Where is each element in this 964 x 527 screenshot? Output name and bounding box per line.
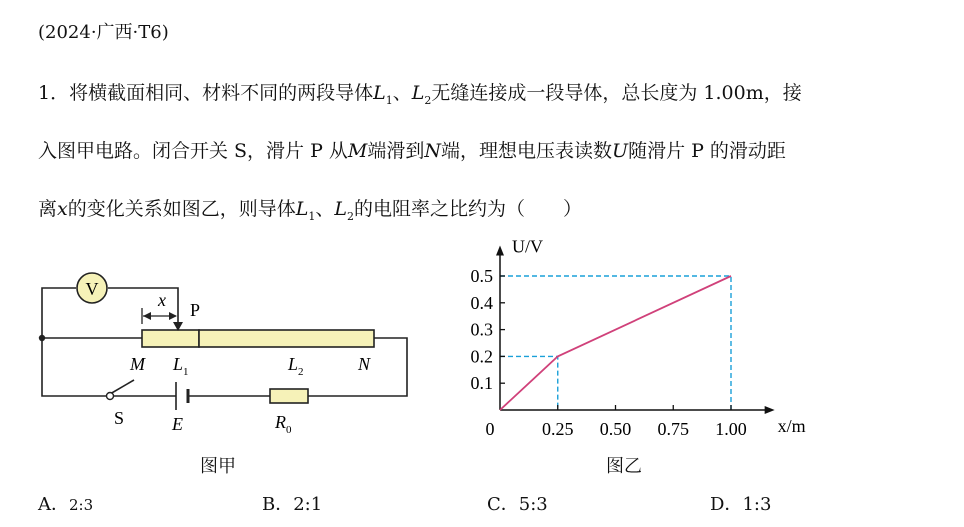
option-c[interactable] [487, 490, 548, 516]
slider-p-label: P [190, 300, 201, 320]
switch-contact [107, 393, 114, 400]
l1-label-letter: L [173, 354, 184, 374]
y-tick-label: 0.1 [470, 373, 493, 394]
switch-s-label: S [114, 408, 125, 428]
y-tick-label: 0.2 [470, 346, 493, 367]
end-n-symbol: N [424, 140, 442, 162]
l1-label-subscript: 1 [183, 366, 189, 378]
option-b-value: 2:1 [293, 494, 323, 515]
end-n-label: N [358, 354, 371, 374]
voltmeter-wire [108, 288, 178, 330]
x-tick-label: 0.25 [542, 419, 574, 439]
distance-symbol: x [57, 198, 68, 220]
option-b[interactable] [262, 490, 322, 516]
circuit-diagram [30, 258, 450, 458]
l1-label [172, 354, 189, 378]
x-dimension-label: x [158, 290, 166, 310]
conductor-l1 [142, 330, 199, 347]
wire [42, 338, 106, 396]
circuit-caption: 图甲 [200, 456, 236, 477]
separator: 、 [392, 82, 412, 104]
voltage-distance-graph [460, 236, 820, 466]
graph-caption: 图乙 [606, 456, 642, 477]
l2-label-subscript: 2 [298, 366, 304, 378]
x-axis-arrow-icon [765, 406, 775, 414]
r0-label-letter: R [275, 412, 286, 432]
conductor-l2-symbol: L [334, 198, 348, 220]
y-axis-arrow-icon [496, 246, 504, 256]
question-text: 端，理想电压表读数 [441, 140, 613, 162]
option-a[interactable] [38, 490, 93, 516]
y-tick-label: 0.3 [470, 319, 493, 340]
conductor-l1-symbol: L [373, 82, 386, 104]
conductor-l2-subscript: 2 [347, 209, 355, 223]
conductor-l1-symbol: L [295, 198, 309, 220]
voltmeter-wire [42, 288, 76, 338]
question-line-2 [38, 136, 786, 163]
question-text: 的变化关系如图乙，则导体 [67, 198, 296, 220]
question-text: 离 [38, 198, 58, 220]
y-tick-label: 0.4 [470, 292, 493, 313]
option-d-label: D． [710, 494, 743, 515]
battery-e-label: E [172, 414, 183, 434]
option-c-value: 5:3 [518, 494, 548, 515]
question-text: 无缝连接成一段导体，总长度为 1.00m，接 [431, 82, 802, 104]
conductor-l1-subscript: 1 [385, 93, 393, 107]
question-text: 入图甲电路。闭合开关 S，滑片 P 从 [38, 140, 348, 162]
option-a-label: A． [38, 494, 69, 515]
x-axis-label: x/m [777, 416, 806, 436]
option-b-label: B． [262, 494, 294, 515]
conductor-l2-symbol: L [411, 82, 425, 104]
question-text: 的电阻率之比约为（ ） [354, 198, 583, 220]
end-m-label: M [130, 354, 145, 374]
resistor-r0 [270, 389, 308, 403]
x-dimension-arrow-icon [143, 312, 151, 320]
origin-label: 0 [485, 419, 495, 439]
y-tick-label: 0.5 [470, 266, 493, 286]
question-text: 将横截面相同、材料不同的两段导体 [69, 82, 374, 104]
r0-label [274, 412, 292, 436]
data-series-line [500, 276, 731, 410]
l2-label-letter: L [288, 354, 299, 374]
voltmeter-label: V [85, 279, 99, 299]
conductor-l2 [199, 330, 374, 347]
option-a-value: 2:3 [69, 496, 94, 514]
separator: 、 [315, 198, 335, 220]
conductor-l2-subscript: 2 [424, 93, 432, 107]
x-tick-label: 1.00 [715, 419, 747, 439]
guide-line [500, 276, 731, 410]
junction-dot [39, 335, 45, 341]
option-d[interactable] [710, 490, 771, 516]
x-dimension-arrow-icon [169, 312, 177, 320]
voltage-symbol: U [612, 140, 629, 162]
x-tick-label: 0.50 [599, 419, 632, 439]
option-d-value: 1:3 [742, 494, 772, 515]
option-c-label: C． [487, 494, 519, 515]
question-text: 随滑片 P 的滑动距 [628, 140, 786, 162]
switch-blade [110, 380, 134, 394]
question-source: (2024·广西·T6) [38, 22, 169, 43]
r0-label-subscript: 0 [286, 424, 292, 436]
question-text: 端滑到 [367, 140, 425, 162]
x-tick-label: 0.75 [657, 419, 689, 439]
conductor-l1-subscript: 1 [308, 209, 316, 223]
question-line-3 [38, 194, 582, 223]
question-line-1 [38, 78, 802, 107]
y-axis-label: U/V [512, 236, 543, 257]
question-number: 1． [38, 82, 70, 104]
end-m-symbol: M [347, 140, 368, 162]
l2-label [287, 354, 304, 378]
